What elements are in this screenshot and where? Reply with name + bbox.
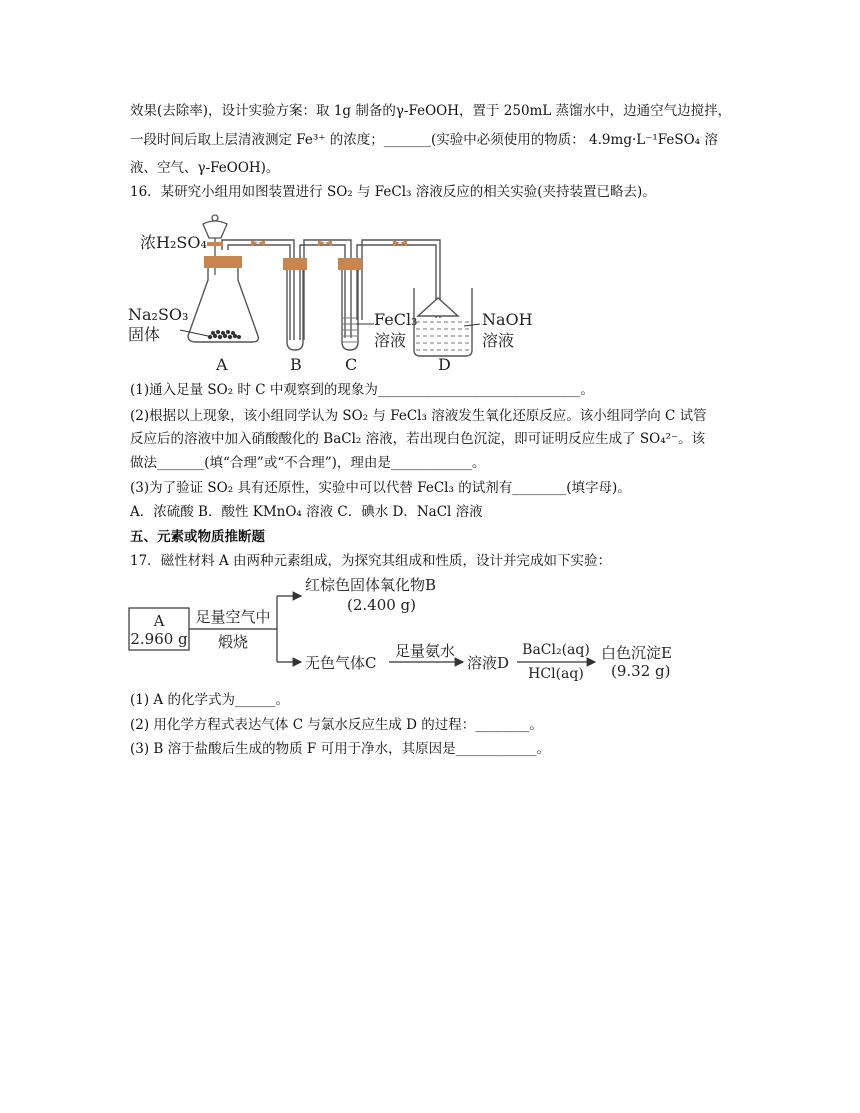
letter-a: A xyxy=(216,355,228,374)
tube-c xyxy=(338,258,362,350)
product-b-mass: (2.400 g) xyxy=(347,596,417,614)
q15-line-1: 效果(去除率)，设计实验方案：取 1g 制备的γ-FeOOH，置于 250mL 蒸馏水中，边通空气边搅拌， xyxy=(130,103,732,119)
tube-b xyxy=(283,258,307,350)
letter-c: C xyxy=(345,355,358,374)
hcl-reagent: HCl(aq) xyxy=(528,666,584,682)
q16-part-2-line-3: 做法_______(填“合理”或“不合理”)，理由是____________。 xyxy=(130,455,486,471)
acid-label: 浓H₂SO₄ xyxy=(140,233,207,252)
q17-part-2: (2) 用化学方程式表达气体 C 与氯水反应生成 D 的过程：________。 xyxy=(130,717,543,733)
na2so3-solid xyxy=(208,330,241,339)
ammonia-reagent: 足量氨水 xyxy=(394,642,456,660)
section-title: 五、元素或物质推断题 xyxy=(130,529,265,545)
solid-label-1: Na₂SO₃ xyxy=(128,305,189,324)
q15-line-3: 液、空气、γ-FeOOH)。 xyxy=(130,160,280,176)
naoh-label-1: NaOH xyxy=(482,310,533,329)
q15-line-2: 一段时间后取上层清液测定 Fe³⁺ 的浓度；_______(实验中必须使用的物质： 4.9mg·L⁻¹FeSO₄ 溶 xyxy=(130,132,718,148)
product-b-label: 红棕色固体氧化物B xyxy=(305,576,437,594)
bacl2-reagent: BaCl₂(aq) xyxy=(522,642,590,658)
condition-top: 足量空气中 xyxy=(195,608,271,626)
gas-c-label: 无色气体C xyxy=(305,654,377,672)
naoh-label-2: 溶液 xyxy=(482,331,515,350)
solid-label-2: 固体 xyxy=(128,325,161,344)
q16-options: A．浓硫酸 B．酸性 KMnO₄ 溶液 C．碘水 D．NaCl 溶液 xyxy=(130,504,483,520)
q17-flow-diagram xyxy=(125,572,705,684)
fecl3-label-1: FeCl₃ xyxy=(374,310,418,329)
q16-intro: 16．某研究小组用如图装置进行 SO₂ 与 FeCl₃ 溶液反应的相关实验(夹持装置已略去)。 xyxy=(130,184,656,200)
q16-part-2-line-2: 反应后的溶液中加入硝酸酸化的 BaCl₂ 溶液，若出现白色沉淀，即可证明反应生成了 SO₄²⁻。该 xyxy=(130,431,706,447)
q17-part-3: (3) B 溶于盐酸后生成的物质 F 可用于净水，其原因是____________。 xyxy=(130,741,551,757)
q16-part-2-line-1: (2)根据以上现象，该小组同学认为 SO₂ 与 FeCl₃ 溶液发生氧化还原反应。该小组同学向 C 试管 xyxy=(130,408,707,424)
letter-b: B xyxy=(290,355,302,374)
condition-bottom: 煅烧 xyxy=(217,633,249,651)
q17-part-1: (1) A 的化学式为______。 xyxy=(130,692,289,708)
precipitate-e-mass: (9.32 g) xyxy=(611,662,671,680)
solution-d-label: 溶液D xyxy=(467,654,510,672)
beaker-d xyxy=(414,288,472,356)
q16-part-3: (3)为了验证 SO₂ 具有还原性，实验中可以代替 FeCl₃ 的试剂有________(填字母)。 xyxy=(130,480,631,496)
flask-a xyxy=(188,256,258,342)
q17-intro: 17．磁性材料 A 由两种元素组成，为探究其组成和性质，设计并完成如下实验： xyxy=(130,553,612,569)
sample-a-label: A xyxy=(153,612,165,630)
letter-d: D xyxy=(438,355,451,374)
q16-part-1: (1)通入足量 SO₂ 时 C 中观察到的现象为______________________________。 xyxy=(130,382,594,398)
precipitate-e-label: 白色沉淀E xyxy=(601,644,672,662)
q16-apparatus-figure xyxy=(118,200,548,380)
fecl3-label-2: 溶液 xyxy=(374,331,407,350)
sample-a-mass: 2.960 g xyxy=(130,630,188,648)
